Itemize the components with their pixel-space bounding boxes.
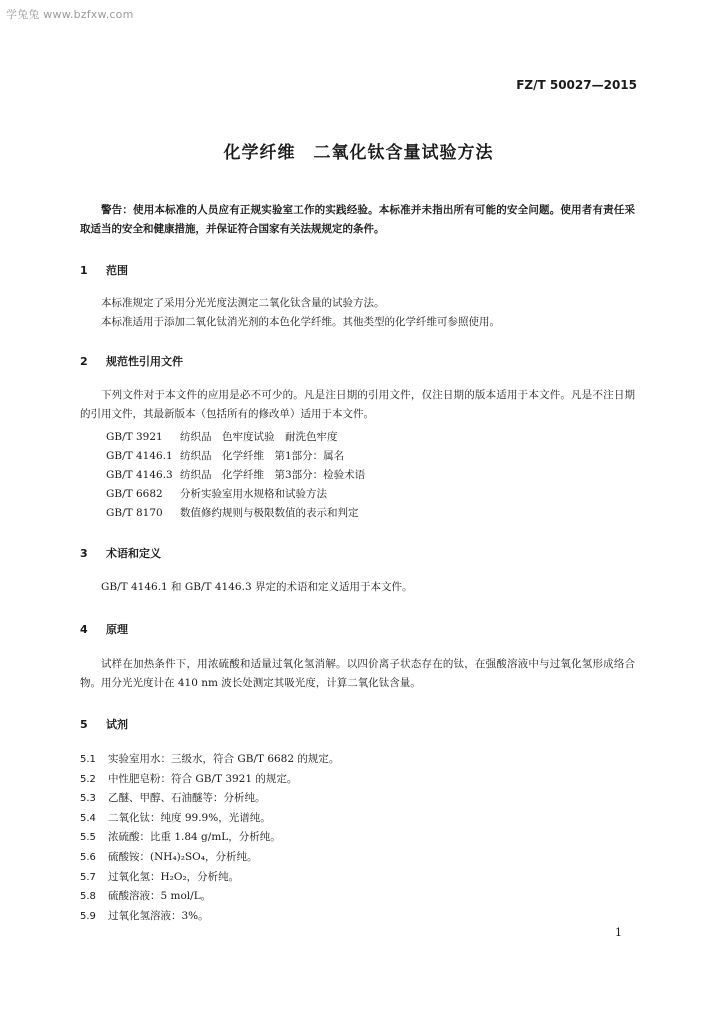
reference-item xyxy=(106,466,365,485)
section-3-body xyxy=(80,578,635,597)
section-title: 试剂 xyxy=(106,718,128,731)
normative-references-list xyxy=(106,428,365,523)
section-1-body xyxy=(80,294,635,332)
reference-title: 数值修约规则与极限数值的表示和判定 xyxy=(180,507,359,519)
reagent-item xyxy=(80,887,339,907)
reference-code: GB/T 6682 xyxy=(106,488,163,500)
reagent-item xyxy=(80,907,339,927)
paragraph: 下列文件对于本文件的应用是必不可少的。凡是注日期的引用文件，仅注日期的版本适用于本文件。凡是不注日期的引用文件，其最新版本（包括所有的修改单）适用于本文件。 xyxy=(80,389,635,420)
section-4-heading xyxy=(80,621,128,637)
section-title: 范围 xyxy=(106,264,128,277)
reference-code: GB/T 3921 xyxy=(106,431,163,443)
section-2-intro xyxy=(80,386,635,424)
clause-text: 硫酸铵：(NH₄)₂SO₄，分析纯。 xyxy=(108,850,258,863)
clause-number: 5.6 xyxy=(80,851,96,863)
reference-item xyxy=(106,485,365,504)
watermark-text: 学兔兔 www.bzfxw.com xyxy=(6,8,134,21)
reference-item xyxy=(106,428,365,447)
section-number: 2 xyxy=(80,355,88,368)
reagents-list xyxy=(80,750,339,926)
section-number: 1 xyxy=(80,264,88,277)
clause-number: 5.2 xyxy=(80,773,96,785)
section-title: 术语和定义 xyxy=(106,547,161,560)
section-number: 4 xyxy=(80,623,88,636)
standard-code: FZ/T 50027—2015 xyxy=(516,78,637,92)
clause-number: 5.8 xyxy=(80,891,96,903)
clause-text: 过氧化氢溶液：3%。 xyxy=(108,909,209,922)
clause-text: 中性肥皂粉：符合 GB/T 3921 的规定。 xyxy=(108,772,298,785)
section-number: 5 xyxy=(80,718,88,731)
clause-number: 5.7 xyxy=(80,871,96,883)
clause-text: 硫酸溶液：5 mol/L。 xyxy=(108,890,212,903)
reference-item xyxy=(106,447,365,466)
clause-text: 浓硫酸：比重 1.84 g/mL，分析纯。 xyxy=(108,831,281,844)
section-5-heading xyxy=(80,716,128,732)
reference-title: 分析实验室用水规格和试验方法 xyxy=(180,488,327,500)
clause-number: 5.5 xyxy=(80,832,96,844)
reagent-item xyxy=(80,789,339,809)
clause-text: 乙醚、甲醇、石油醚等：分析纯。 xyxy=(108,792,266,805)
section-title: 原理 xyxy=(106,623,128,636)
reagent-item xyxy=(80,828,339,848)
clause-text: 实验室用水：三级水，符合 GB/T 6682 的规定。 xyxy=(108,753,340,765)
warning-paragraph: 警告：使用本标准的人员应有正规实验室工作的实践经验。本标准并未指出所有可能的安全问题。使用者有责任采取适当的安全和健康措施，并保证符合国家有关法规规定的条件。 xyxy=(80,204,635,235)
reagent-item xyxy=(80,809,339,829)
reference-title: 纺织品 色牢度试验 耐洗色牢度 xyxy=(180,431,338,443)
clause-number: 5.9 xyxy=(80,910,96,922)
clause-number: 5.4 xyxy=(80,812,96,824)
section-2-heading xyxy=(80,353,183,369)
document-title: 化学纤维 二氧化钛含量试验方法 xyxy=(223,143,494,163)
section-4-body xyxy=(80,655,635,693)
page-number: 1 xyxy=(615,926,622,939)
reagent-item xyxy=(80,750,339,770)
reference-code: GB/T 4146.3 xyxy=(106,469,173,481)
section-title: 规范性引用文件 xyxy=(106,355,183,368)
section-number: 3 xyxy=(80,547,88,560)
reference-title: 纺织品 化学纤维 第1部分：属名 xyxy=(180,450,345,462)
reference-code: GB/T 8170 xyxy=(106,507,163,519)
clause-number: 5.1 xyxy=(80,754,96,765)
reagent-item xyxy=(80,868,339,888)
clause-number: 5.3 xyxy=(80,793,96,805)
paragraph: GB/T 4146.1 和 GB/T 4146.3 界定的术语和定义适用于本文件。 xyxy=(101,581,413,593)
clause-text: 二氧化钛：纯度 99.9%，光谱纯。 xyxy=(108,811,271,824)
reference-title: 纺织品 化学纤维 第3部分：检验术语 xyxy=(180,469,366,481)
section-3-heading xyxy=(80,545,161,561)
reagent-item xyxy=(80,770,339,790)
paragraph: 试样在加热条件下，用浓硫酸和适量过氧化氢消解。以四价离子状态存在的钛，在强酸溶液中与过氧化氢形成络合物。用分光光度计在 410 nm 波长处测定其吸光度，计算二氧化钛含量。 xyxy=(80,658,635,689)
paragraph: 本标准规定了采用分光光度法测定二氧化钛含量的试验方法。 xyxy=(101,297,385,309)
reference-item xyxy=(106,504,365,523)
reagent-item xyxy=(80,848,339,868)
clause-text: 过氧化氢：H₂O₂，分析纯。 xyxy=(108,870,240,883)
section-1-heading xyxy=(80,262,128,278)
paragraph: 本标准适用于添加二氧化钛消光剂的本色化学纤维。其他类型的化学纤维可参照使用。 xyxy=(101,316,500,328)
reference-code: GB/T 4146.1 xyxy=(106,450,173,462)
